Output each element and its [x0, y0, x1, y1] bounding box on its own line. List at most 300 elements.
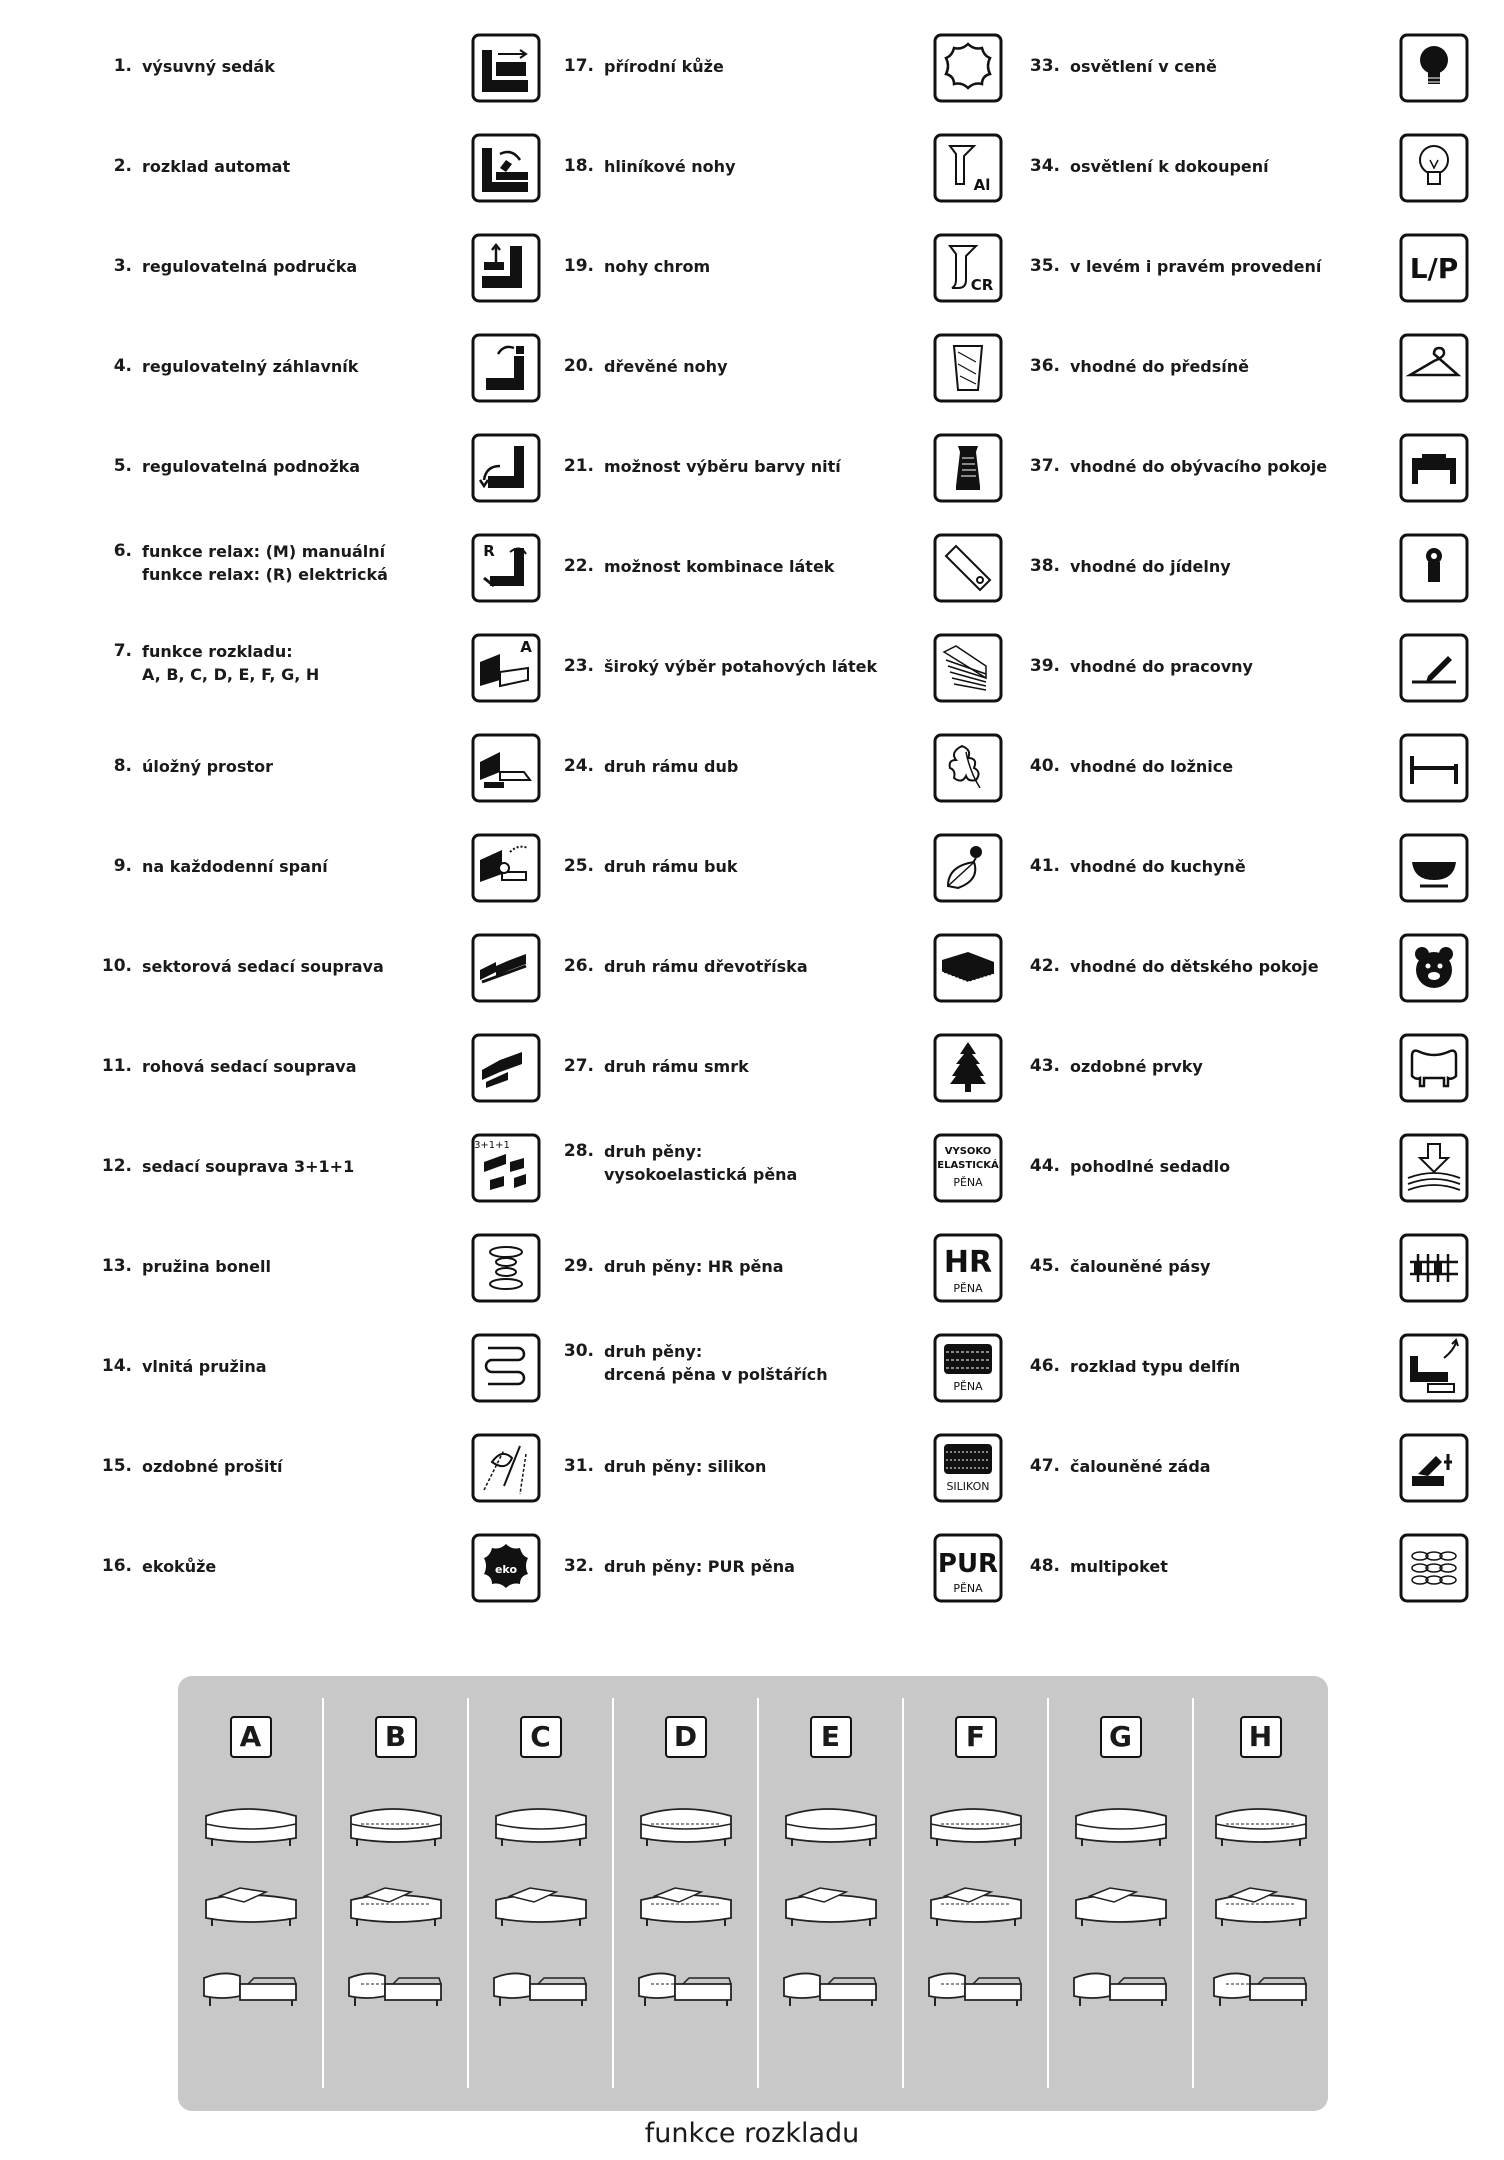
legend-item	[1010, 1128, 1470, 1228]
item-number: 3.	[113, 256, 132, 276]
item-number: 8.	[113, 756, 132, 776]
unfold-type-column	[1048, 1676, 1193, 2111]
svg-text:CR: CR	[970, 276, 994, 294]
item-label-line: A, B, C, D, E, F, G, H	[142, 665, 320, 684]
legend-item	[1010, 1528, 1470, 1628]
decorative-stitching-icon	[470, 1432, 542, 1504]
legend-item	[82, 428, 542, 528]
item-number: 13.	[101, 1256, 132, 1276]
item-label-line: dřevěné nohy	[604, 357, 728, 376]
svg-text:PĚNA: PĚNA	[953, 1282, 983, 1295]
item-number: 1.	[113, 56, 132, 76]
item-label	[1070, 855, 1390, 878]
item-label	[604, 1555, 924, 1578]
unfold-type-column	[903, 1676, 1048, 2111]
item-label	[1070, 555, 1390, 578]
sofa-unfold-stage-illustration	[196, 1794, 306, 1856]
item-number: 17.	[563, 56, 594, 76]
legend-item	[1010, 328, 1470, 428]
item-number: 24.	[563, 756, 594, 776]
legend-item	[1010, 1428, 1470, 1528]
sofa-unfold-stage-illustration	[631, 1794, 741, 1856]
item-number: 48.	[1029, 1556, 1060, 1576]
legend-item	[1010, 628, 1470, 728]
sofa-unfold-stage-illustration	[631, 1954, 741, 2016]
item-number: 15.	[101, 1456, 132, 1476]
column-divider	[1192, 1698, 1194, 2088]
item-number: 39.	[1029, 656, 1060, 676]
item-number: 5.	[113, 456, 132, 476]
item-number: 18.	[563, 156, 594, 176]
sofa-unfold-stage-illustration	[196, 1874, 306, 1936]
svg-text:PUR: PUR	[937, 1549, 999, 1579]
legend-item	[1010, 428, 1470, 528]
legend-item	[544, 128, 1004, 228]
item-label	[604, 855, 924, 878]
item-number: 25.	[563, 856, 594, 876]
item-label-line: druh pěny:	[604, 1142, 703, 1161]
item-number: 9.	[113, 856, 132, 876]
item-label	[142, 355, 462, 378]
item-label	[1070, 455, 1390, 478]
item-label-line: vhodné do kuchyně	[1070, 857, 1246, 876]
item-label-line: druh rámu smrk	[604, 1057, 749, 1076]
storage-space-icon	[470, 732, 542, 804]
chipboard-icon	[932, 932, 1004, 1004]
fabric-swatches-icon	[932, 632, 1004, 704]
item-label	[142, 55, 462, 78]
sofa-unfold-stage-illustration	[1066, 1874, 1176, 1936]
item-label	[604, 155, 924, 178]
legend-item	[82, 128, 542, 228]
sofa-unfold-stage-illustration	[921, 1954, 1031, 2016]
item-label	[604, 1340, 924, 1386]
legend-item	[82, 1228, 542, 1328]
item-label	[604, 1455, 924, 1478]
legend-item	[82, 828, 542, 928]
item-number: 2.	[113, 156, 132, 176]
item-label	[1070, 1155, 1390, 1178]
legend-item	[1010, 928, 1470, 1028]
item-label-line: multipoket	[1070, 1557, 1168, 1576]
sofa-unfold-stage-illustration	[776, 1874, 886, 1936]
teddy-bear-icon	[1398, 932, 1470, 1004]
wavy-spring-icon	[470, 1332, 542, 1404]
thread-spool-icon	[932, 432, 1004, 504]
item-label-line: regulovatelná podnožka	[142, 457, 361, 476]
sofa-unfold-stage-illustration	[486, 1874, 596, 1936]
legend-item	[1010, 28, 1470, 128]
item-label-line: hliníkové nohy	[604, 157, 736, 176]
sofa-unfold-stage-illustration	[921, 1874, 1031, 1936]
unfold-type-column	[758, 1676, 903, 2111]
slide-out-seat-icon	[470, 32, 542, 104]
item-label-line: výsuvný sedák	[142, 57, 275, 76]
item-label	[1070, 355, 1390, 378]
item-label-line: druh pěny:	[604, 1342, 703, 1361]
left-right-icon	[1398, 232, 1470, 304]
sofa-unfold-stage-illustration	[486, 1794, 596, 1856]
item-label	[1070, 1255, 1390, 1278]
item-label-line: úložný prostor	[142, 757, 273, 776]
hr-foam-icon	[932, 1232, 1004, 1304]
sofa-unfold-stage-illustration	[631, 1874, 741, 1936]
legend-item	[82, 328, 542, 428]
item-label-line: rohová sedací souprava	[142, 1057, 357, 1076]
item-number: 33.	[1029, 56, 1060, 76]
legend-item	[82, 28, 542, 128]
legend-item	[544, 1328, 1004, 1428]
item-number: 43.	[1029, 1056, 1060, 1076]
svg-text:PĚNA: PĚNA	[953, 1380, 983, 1393]
item-number: 40.	[1029, 756, 1060, 776]
svg-text:PĚNA: PĚNA	[953, 1176, 983, 1189]
item-label-line: rozklad automat	[142, 157, 291, 176]
unfold-type-letter: H	[1240, 1716, 1282, 1758]
svg-text:ELASTICKÁ: ELASTICKÁ	[937, 1160, 999, 1171]
item-number: 19.	[563, 256, 594, 276]
item-label	[142, 955, 462, 978]
aluminium-legs-icon	[932, 132, 1004, 204]
item-label-line: možnost kombinace látek	[604, 557, 835, 576]
item-number: 42.	[1029, 956, 1060, 976]
item-label	[604, 755, 924, 778]
bed-icon	[1398, 732, 1470, 804]
sofa-set-icon	[470, 1132, 542, 1204]
column-divider	[902, 1698, 904, 2088]
high-elastic-foam-icon	[932, 1132, 1004, 1204]
item-label	[142, 1055, 462, 1078]
legend-item	[544, 328, 1004, 428]
item-label	[604, 455, 924, 478]
legend-item	[1010, 1228, 1470, 1328]
legend-item	[544, 1428, 1004, 1528]
item-label-line: široký výběr potahových látek	[604, 657, 878, 676]
item-label-line: osvětlení v ceně	[1070, 57, 1217, 76]
item-label-line: funkce relax: (M) manuální	[142, 542, 386, 561]
eco-leather-icon	[470, 1532, 542, 1604]
item-label-line: druh rámu dub	[604, 757, 739, 776]
legend-item	[82, 728, 542, 828]
sofa-unfold-stage-illustration	[1066, 1954, 1176, 2016]
item-label	[604, 55, 924, 78]
item-label-line: vlnitá pružina	[142, 1357, 267, 1376]
item-label	[142, 255, 462, 278]
svg-text:SILIKON: SILIKON	[946, 1480, 990, 1493]
item-label-line: osvětlení k dokoupení	[1070, 157, 1269, 176]
bowl-icon	[1398, 832, 1470, 904]
item-label-line: vhodné do ložnice	[1070, 757, 1234, 776]
item-label	[604, 655, 924, 678]
unfold-type-letter: E	[810, 1716, 852, 1758]
item-label-line: ozdobné prvky	[1070, 1057, 1203, 1076]
sofa-unfold-stage-illustration	[1066, 1794, 1176, 1856]
item-label-line: funkce relax: (R) elektrická	[142, 565, 388, 584]
item-number: 35.	[1029, 256, 1060, 276]
item-label-line: regulovatelný záhlavník	[142, 357, 359, 376]
item-label	[1070, 1055, 1390, 1078]
svg-text:3+1+1: 3+1+1	[474, 1140, 510, 1151]
item-label-line: drcená pěna v polštářích	[604, 1365, 828, 1384]
item-label-line: pohodlné sedadlo	[1070, 1157, 1231, 1176]
legend-item	[544, 628, 1004, 728]
item-label-line: čalouněné záda	[1070, 1457, 1211, 1476]
legend-item	[544, 1028, 1004, 1128]
beech-leaf-icon	[932, 832, 1004, 904]
item-label	[1070, 955, 1390, 978]
svg-text:R: R	[483, 542, 495, 560]
item-label	[604, 1055, 924, 1078]
item-number: 37.	[1029, 456, 1060, 476]
corner-sofa-icon	[470, 1032, 542, 1104]
svg-text:eko: eko	[494, 1563, 518, 1576]
daily-sleeping-icon	[470, 832, 542, 904]
sofa-unfold-stage-illustration	[341, 1874, 451, 1936]
item-label-line: ozdobné prošití	[142, 1457, 283, 1476]
legend-item	[544, 828, 1004, 928]
item-label-line: přírodní kůže	[604, 57, 724, 76]
legend-item	[544, 1128, 1004, 1228]
multipocket-icon	[1398, 1532, 1470, 1604]
item-label	[604, 555, 924, 578]
crushed-foam-icon	[932, 1332, 1004, 1404]
unfold-type-column	[323, 1676, 468, 2111]
legend-item	[544, 1528, 1004, 1628]
item-label	[142, 1155, 462, 1178]
legend-item	[1010, 128, 1470, 228]
legend-item	[82, 1328, 542, 1428]
sofa-unfold-stage-illustration	[1206, 1794, 1316, 1856]
legend-item	[82, 1128, 542, 1228]
upholstered-belts-icon	[1398, 1232, 1470, 1304]
item-number: 11.	[101, 1056, 132, 1076]
item-number: 30.	[563, 1341, 594, 1361]
unfold-type-letter: G	[1100, 1716, 1142, 1758]
light-bulb-filled-icon	[1398, 32, 1470, 104]
sofa-unfold-stage-illustration	[1206, 1874, 1316, 1936]
automatic-unfold-icon	[470, 132, 542, 204]
adjustable-armrest-icon	[470, 232, 542, 304]
legend-item	[544, 1228, 1004, 1328]
unfold-functions-panel	[178, 1676, 1328, 2111]
item-label	[142, 1455, 462, 1478]
item-label-line: ekokůže	[142, 1557, 217, 1576]
item-label-line: v levém i pravém provedení	[1070, 257, 1322, 276]
item-label-line: vhodné do předsíně	[1070, 357, 1249, 376]
column-divider	[612, 1698, 614, 2088]
item-number: 14.	[101, 1356, 132, 1376]
legend-item	[82, 1028, 542, 1128]
item-label	[604, 1140, 924, 1186]
item-number: 28.	[563, 1141, 594, 1161]
item-label-line: sektorová sedací souprava	[142, 957, 384, 976]
svg-text:HR: HR	[943, 1245, 993, 1280]
item-number: 38.	[1029, 556, 1060, 576]
legend-item	[82, 928, 542, 1028]
spruce-tree-icon	[932, 1032, 1004, 1104]
legend-item	[544, 228, 1004, 328]
item-label-line: sedací souprava 3+1+1	[142, 1157, 355, 1176]
item-label-line: vhodné do dětského pokoje	[1070, 957, 1319, 976]
legend-item	[544, 28, 1004, 128]
legend-item	[1010, 1028, 1470, 1128]
item-number: 36.	[1029, 356, 1060, 376]
item-label-line: druh pěny: silikon	[604, 1457, 767, 1476]
legend-item	[544, 528, 1004, 628]
armchair-icon	[1398, 432, 1470, 504]
column-divider	[467, 1698, 469, 2088]
sofa-unfold-stage-illustration	[486, 1954, 596, 2016]
item-number: 4.	[113, 356, 132, 376]
unfold-type-letter: A	[230, 1716, 272, 1758]
item-number: 47.	[1029, 1456, 1060, 1476]
item-label	[142, 540, 462, 586]
item-number: 45.	[1029, 1256, 1060, 1276]
item-label	[604, 1255, 924, 1278]
item-number: 20.	[563, 356, 594, 376]
unfold-type-letter: D	[665, 1716, 707, 1758]
item-label	[604, 255, 924, 278]
oak-leaf-icon	[932, 732, 1004, 804]
dolphin-unfold-icon	[1398, 1332, 1470, 1404]
item-label-line: funkce rozkladu:	[142, 642, 293, 661]
pur-foam-icon	[932, 1532, 1004, 1604]
relax-function-icon	[470, 532, 542, 604]
sofa-unfold-stage-illustration	[341, 1794, 451, 1856]
item-label	[142, 855, 462, 878]
item-number: 10.	[101, 956, 132, 976]
sofa-unfold-stage-illustration	[776, 1794, 886, 1856]
item-label-line: čalouněné pásy	[1070, 1257, 1211, 1276]
legend-item	[82, 1528, 542, 1628]
item-label-line: vhodné do pracovny	[1070, 657, 1253, 676]
item-label-line: vysokoelastická pěna	[604, 1165, 798, 1184]
upholstered-back-icon	[1398, 1432, 1470, 1504]
column-divider	[322, 1698, 324, 2088]
item-label	[142, 1355, 462, 1378]
item-number: 29.	[563, 1256, 594, 1276]
item-label-line: regulovatelná područka	[142, 257, 358, 276]
item-label	[1070, 1355, 1390, 1378]
panel-caption: funkce rozkladu	[644, 2118, 860, 2149]
sofa-unfold-stage-illustration	[776, 1954, 886, 2016]
item-label	[1070, 655, 1390, 678]
item-label-line: rozklad typu delfín	[1070, 1357, 1241, 1376]
item-label	[142, 155, 462, 178]
unfold-type-letter: F	[955, 1716, 997, 1758]
item-label-line: na každodenní spaní	[142, 857, 328, 876]
item-number: 23.	[563, 656, 594, 676]
legend-item	[82, 528, 542, 628]
pen-desk-icon	[1398, 632, 1470, 704]
svg-text:L/P: L/P	[1409, 252, 1459, 285]
light-bulb-outline-icon	[1398, 132, 1470, 204]
item-number: 21.	[563, 456, 594, 476]
sectional-sofa-icon	[470, 932, 542, 1004]
dining-chair-icon	[1398, 532, 1470, 604]
legend-item	[544, 928, 1004, 1028]
item-label	[1070, 1455, 1390, 1478]
item-label	[1070, 1555, 1390, 1578]
column-divider	[1047, 1698, 1049, 2088]
legend-item	[1010, 728, 1470, 828]
item-number: 31.	[563, 1456, 594, 1476]
legend-item	[544, 728, 1004, 828]
item-label	[604, 955, 924, 978]
item-number: 6.	[113, 541, 132, 561]
legend-item	[82, 1428, 542, 1528]
item-label-line: nohy chrom	[604, 257, 711, 276]
item-number: 27.	[563, 1056, 594, 1076]
item-label	[1070, 755, 1390, 778]
legend-item	[82, 228, 542, 328]
sofa-unfold-stage-illustration	[921, 1794, 1031, 1856]
item-number: 7.	[113, 641, 132, 661]
comfortable-seat-icon	[1398, 1132, 1470, 1204]
legend-item	[544, 428, 1004, 528]
svg-text:Al: Al	[973, 176, 991, 194]
legend-item	[1010, 228, 1470, 328]
legend-item	[1010, 1328, 1470, 1428]
item-number: 41.	[1029, 856, 1060, 876]
item-label	[142, 640, 462, 686]
sofa-unfold-stage-illustration	[1206, 1954, 1316, 2016]
item-label	[142, 455, 462, 478]
item-label	[1070, 255, 1390, 278]
unfold-type-letter: C	[520, 1716, 562, 1758]
item-label	[1070, 55, 1390, 78]
unfold-type-column	[1193, 1676, 1328, 2111]
item-number: 12.	[101, 1156, 132, 1176]
sofa-unfold-stage-illustration	[341, 1954, 451, 2016]
natural-leather-icon	[932, 32, 1004, 104]
unfold-type-column	[613, 1676, 758, 2111]
item-label	[604, 355, 924, 378]
hanger-icon	[1398, 332, 1470, 404]
unfold-type-column	[178, 1676, 323, 2111]
column-divider	[757, 1698, 759, 2088]
silicone-icon	[932, 1432, 1004, 1504]
item-number: 16.	[101, 1556, 132, 1576]
unfold-type-column	[468, 1676, 613, 2111]
sofa-unfold-stage-illustration	[196, 1954, 306, 2016]
item-label-line: druh rámu buk	[604, 857, 738, 876]
ornamental-sofa-icon	[1398, 1032, 1470, 1104]
unfold-type-letter: B	[375, 1716, 417, 1758]
item-label	[142, 1255, 462, 1278]
item-label-line: vhodné do jídelny	[1070, 557, 1231, 576]
legend-item	[1010, 528, 1470, 628]
wooden-legs-icon	[932, 332, 1004, 404]
item-label	[1070, 155, 1390, 178]
svg-text:A: A	[520, 638, 532, 656]
svg-text:PĚNA: PĚNA	[953, 1582, 983, 1595]
legend-item	[1010, 828, 1470, 928]
item-number: 32.	[563, 1556, 594, 1576]
item-label	[142, 1555, 462, 1578]
item-number: 46.	[1029, 1356, 1060, 1376]
item-number: 44.	[1029, 1156, 1060, 1176]
item-label-line: vhodné do obývacího pokoje	[1070, 457, 1328, 476]
item-label	[142, 755, 462, 778]
item-label-line: pružina bonell	[142, 1257, 271, 1276]
bonell-spring-icon	[470, 1232, 542, 1304]
item-label-line: možnost výběru barvy nití	[604, 457, 841, 476]
svg-text:VYSOKO: VYSOKO	[944, 1146, 992, 1157]
legend-item	[82, 628, 542, 728]
item-label-line: druh pěny: PUR pěna	[604, 1557, 795, 1576]
chrome-legs-icon	[932, 232, 1004, 304]
